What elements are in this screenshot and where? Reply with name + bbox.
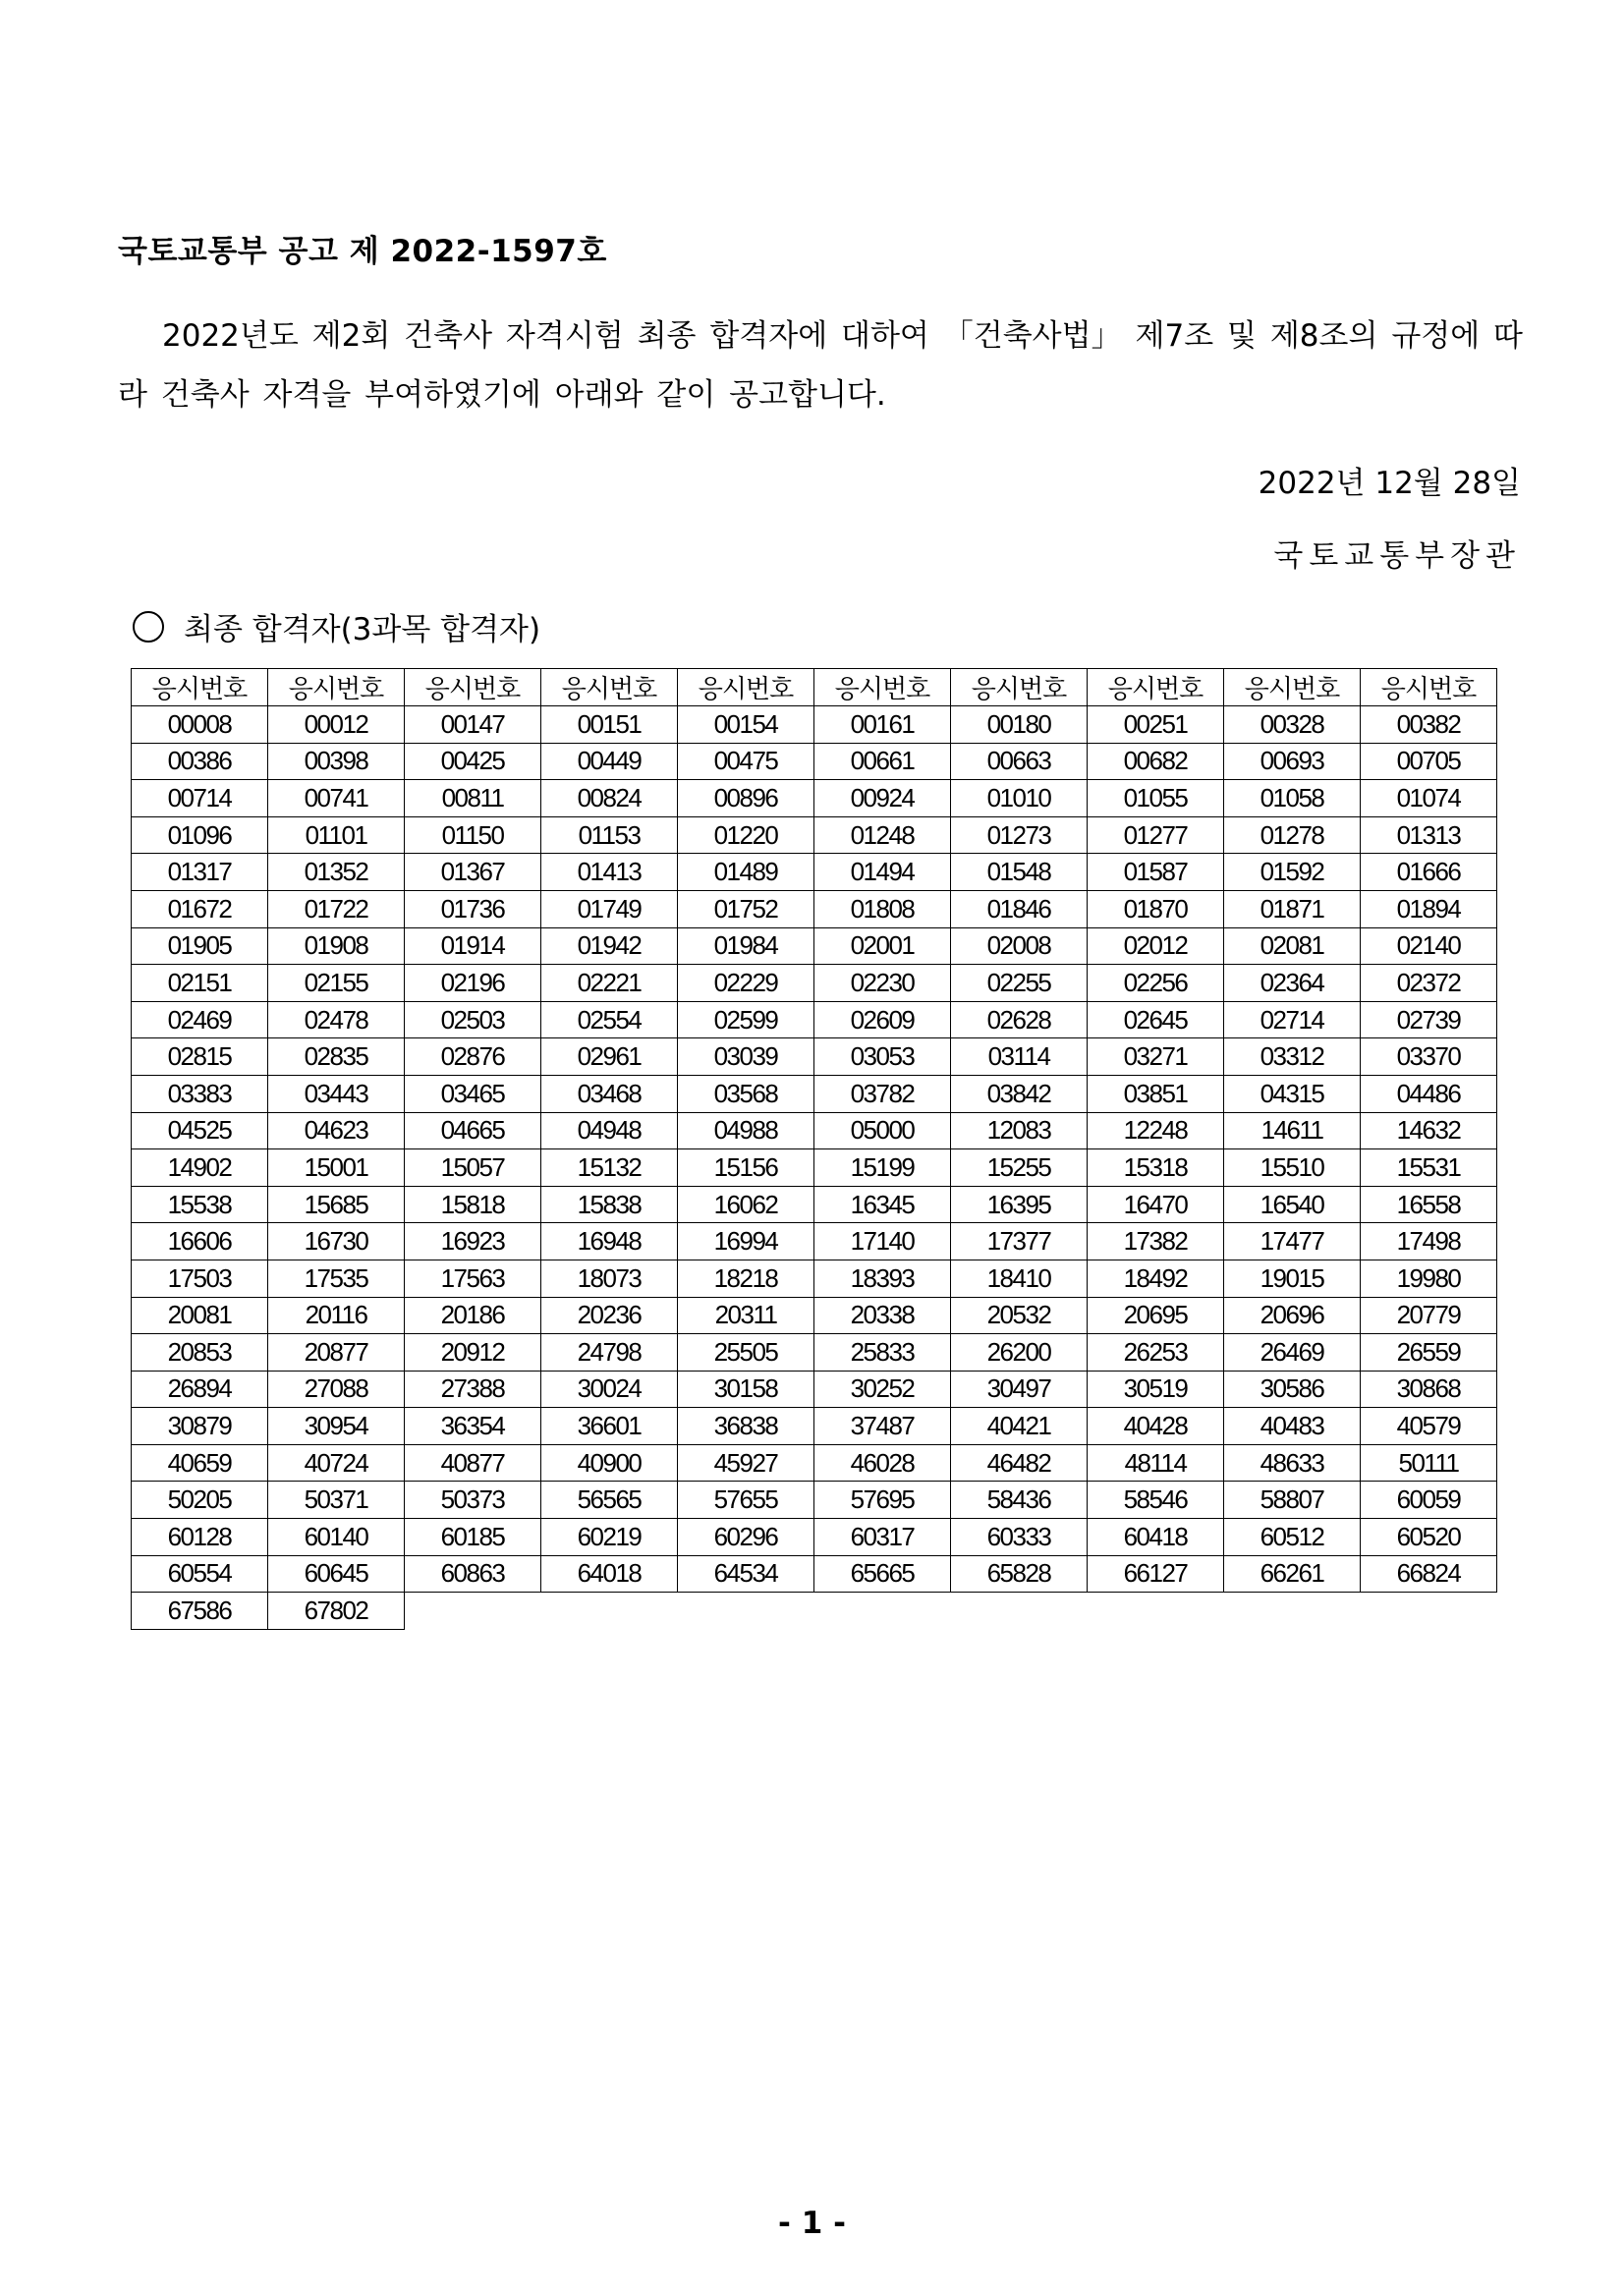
exam-number-cell: 30024 bbox=[541, 1371, 678, 1408]
exam-number-cell: 15255 bbox=[951, 1149, 1088, 1187]
table-row bbox=[132, 1444, 1497, 1482]
exam-number-cell: 16923 bbox=[405, 1223, 541, 1260]
exam-number-cell: 01672 bbox=[132, 890, 268, 927]
exam-number-cell: 01587 bbox=[1088, 854, 1224, 891]
notice-title: 국토교통부 공고 제 2022-1597호 bbox=[118, 234, 607, 269]
exam-number-cell: 66261 bbox=[1224, 1555, 1361, 1593]
exam-number-cell: 30879 bbox=[132, 1408, 268, 1445]
exam-number-cell: 00811 bbox=[405, 780, 541, 817]
exam-number-cell: 60059 bbox=[1361, 1482, 1497, 1519]
exam-number-cell: 03114 bbox=[951, 1038, 1088, 1076]
exam-number-cell: 04315 bbox=[1224, 1075, 1361, 1112]
empty-cell bbox=[1088, 1593, 1224, 1630]
table-row bbox=[132, 1260, 1497, 1297]
exam-number-cell: 03465 bbox=[405, 1075, 541, 1112]
exam-number-cell: 30586 bbox=[1224, 1371, 1361, 1408]
table-row bbox=[132, 743, 1497, 780]
exam-number-cell: 65828 bbox=[951, 1555, 1088, 1593]
table-row bbox=[132, 1038, 1497, 1076]
exam-number-cell: 60520 bbox=[1361, 1519, 1497, 1556]
exam-number-cell: 02503 bbox=[405, 1001, 541, 1038]
exam-number-cell: 00008 bbox=[132, 706, 268, 744]
exam-number-cell: 16062 bbox=[678, 1186, 814, 1223]
exam-number-cell: 01489 bbox=[678, 854, 814, 891]
exam-number-cell: 01808 bbox=[814, 890, 951, 927]
exam-number-cell: 46028 bbox=[814, 1444, 951, 1482]
exam-number-cell: 30519 bbox=[1088, 1371, 1224, 1408]
exam-number-cell: 00398 bbox=[268, 743, 405, 780]
exam-number-cell: 00161 bbox=[814, 706, 951, 744]
exam-number-cell: 40421 bbox=[951, 1408, 1088, 1445]
exam-number-cell: 60219 bbox=[541, 1519, 678, 1556]
exam-number-cell: 01942 bbox=[541, 927, 678, 965]
passer-number-table bbox=[131, 668, 1497, 1630]
exam-number-cell: 58436 bbox=[951, 1482, 1088, 1519]
exam-number-cell: 00896 bbox=[678, 780, 814, 817]
circle-bullet-icon bbox=[133, 611, 164, 643]
exam-number-cell: 01150 bbox=[405, 816, 541, 854]
exam-number-cell: 15538 bbox=[132, 1186, 268, 1223]
exam-number-cell: 02230 bbox=[814, 965, 951, 1002]
exam-number-cell: 01908 bbox=[268, 927, 405, 965]
exam-number-cell: 60554 bbox=[132, 1555, 268, 1593]
exam-number-cell: 02255 bbox=[951, 965, 1088, 1002]
exam-number-cell: 15838 bbox=[541, 1186, 678, 1223]
exam-number-cell: 02599 bbox=[678, 1001, 814, 1038]
exam-number-cell: 00661 bbox=[814, 743, 951, 780]
exam-number-cell: 02554 bbox=[541, 1001, 678, 1038]
column-header: 응시번호 bbox=[1088, 669, 1224, 706]
notice-date: 2022년 12월 28일 bbox=[1258, 466, 1521, 501]
exam-number-cell: 30158 bbox=[678, 1371, 814, 1408]
exam-number-cell: 02815 bbox=[132, 1038, 268, 1076]
exam-number-cell: 15057 bbox=[405, 1149, 541, 1187]
exam-number-cell: 40579 bbox=[1361, 1408, 1497, 1445]
exam-number-cell: 40877 bbox=[405, 1444, 541, 1482]
exam-number-cell: 15318 bbox=[1088, 1149, 1224, 1187]
exam-number-cell: 15156 bbox=[678, 1149, 814, 1187]
exam-number-cell: 04665 bbox=[405, 1112, 541, 1149]
exam-number-cell: 65665 bbox=[814, 1555, 951, 1593]
exam-number-cell: 17563 bbox=[405, 1260, 541, 1297]
exam-number-cell: 02876 bbox=[405, 1038, 541, 1076]
exam-number-cell: 60296 bbox=[678, 1519, 814, 1556]
exam-number-cell: 01055 bbox=[1088, 780, 1224, 817]
exam-number-cell: 00705 bbox=[1361, 743, 1497, 780]
exam-number-cell: 01096 bbox=[132, 816, 268, 854]
passer-table-container bbox=[131, 668, 1497, 1630]
exam-number-cell: 36601 bbox=[541, 1408, 678, 1445]
exam-number-cell: 37487 bbox=[814, 1408, 951, 1445]
exam-number-cell: 02229 bbox=[678, 965, 814, 1002]
column-header: 응시번호 bbox=[541, 669, 678, 706]
exam-number-cell: 20532 bbox=[951, 1297, 1088, 1334]
exam-number-cell: 02469 bbox=[132, 1001, 268, 1038]
page-number: - 1 - bbox=[778, 2206, 846, 2241]
exam-number-cell: 02645 bbox=[1088, 1001, 1224, 1038]
exam-number-cell: 02140 bbox=[1361, 927, 1497, 965]
exam-number-cell: 60333 bbox=[951, 1519, 1088, 1556]
exam-number-cell: 01153 bbox=[541, 816, 678, 854]
exam-number-cell: 01101 bbox=[268, 816, 405, 854]
section-heading-text: 최종 합격자(3과목 합격자) bbox=[184, 612, 541, 647]
exam-number-cell: 00693 bbox=[1224, 743, 1361, 780]
exam-number-cell: 26559 bbox=[1361, 1334, 1497, 1372]
issuer-name: 국토교통부장관 bbox=[1273, 538, 1521, 574]
exam-number-cell: 60185 bbox=[405, 1519, 541, 1556]
exam-number-cell: 00741 bbox=[268, 780, 405, 817]
exam-number-cell: 00449 bbox=[541, 743, 678, 780]
exam-number-cell: 02008 bbox=[951, 927, 1088, 965]
exam-number-cell: 03568 bbox=[678, 1075, 814, 1112]
exam-number-cell: 00180 bbox=[951, 706, 1088, 744]
exam-number-cell: 03053 bbox=[814, 1038, 951, 1076]
exam-number-cell: 17498 bbox=[1361, 1223, 1497, 1260]
exam-number-cell: 50371 bbox=[268, 1482, 405, 1519]
exam-number-cell: 36354 bbox=[405, 1408, 541, 1445]
exam-number-cell: 20779 bbox=[1361, 1297, 1497, 1334]
exam-number-cell: 00425 bbox=[405, 743, 541, 780]
exam-number-cell: 00386 bbox=[132, 743, 268, 780]
exam-number-cell: 02961 bbox=[541, 1038, 678, 1076]
exam-number-cell: 18218 bbox=[678, 1260, 814, 1297]
exam-number-cell: 02256 bbox=[1088, 965, 1224, 1002]
exam-number-cell: 20311 bbox=[678, 1297, 814, 1334]
table-row bbox=[132, 1075, 1497, 1112]
exam-number-cell: 58807 bbox=[1224, 1482, 1361, 1519]
table-body bbox=[132, 706, 1497, 1630]
exam-number-cell: 03842 bbox=[951, 1075, 1088, 1112]
table-row bbox=[132, 1001, 1497, 1038]
exam-number-cell: 01666 bbox=[1361, 854, 1497, 891]
column-header: 응시번호 bbox=[132, 669, 268, 706]
exam-number-cell: 20912 bbox=[405, 1334, 541, 1372]
exam-number-cell: 04948 bbox=[541, 1112, 678, 1149]
exam-number-cell: 40659 bbox=[132, 1444, 268, 1482]
table-row bbox=[132, 1408, 1497, 1445]
exam-number-cell: 67586 bbox=[132, 1593, 268, 1630]
exam-number-cell: 16540 bbox=[1224, 1186, 1361, 1223]
exam-number-cell: 15510 bbox=[1224, 1149, 1361, 1187]
exam-number-cell: 02364 bbox=[1224, 965, 1361, 1002]
exam-number-cell: 00714 bbox=[132, 780, 268, 817]
exam-number-cell: 17535 bbox=[268, 1260, 405, 1297]
exam-number-cell: 57695 bbox=[814, 1482, 951, 1519]
exam-number-cell: 67802 bbox=[268, 1593, 405, 1630]
exam-number-cell: 26253 bbox=[1088, 1334, 1224, 1372]
exam-number-cell: 03271 bbox=[1088, 1038, 1224, 1076]
exam-number-cell: 01010 bbox=[951, 780, 1088, 817]
exam-number-cell: 48114 bbox=[1088, 1444, 1224, 1482]
exam-number-cell: 03782 bbox=[814, 1075, 951, 1112]
exam-number-cell: 01313 bbox=[1361, 816, 1497, 854]
table-row bbox=[132, 1519, 1497, 1556]
exam-number-cell: 14902 bbox=[132, 1149, 268, 1187]
exam-number-cell: 40900 bbox=[541, 1444, 678, 1482]
empty-cell bbox=[541, 1593, 678, 1630]
exam-number-cell: 18393 bbox=[814, 1260, 951, 1297]
exam-number-cell: 60128 bbox=[132, 1519, 268, 1556]
exam-number-cell: 64534 bbox=[678, 1555, 814, 1593]
exam-number-cell: 01736 bbox=[405, 890, 541, 927]
exam-number-cell: 18073 bbox=[541, 1260, 678, 1297]
exam-number-cell: 18410 bbox=[951, 1260, 1088, 1297]
table-row bbox=[132, 1223, 1497, 1260]
column-header: 응시번호 bbox=[405, 669, 541, 706]
section-heading bbox=[133, 604, 540, 648]
empty-cell bbox=[678, 1593, 814, 1630]
exam-number-cell: 04988 bbox=[678, 1112, 814, 1149]
empty-cell bbox=[1361, 1593, 1497, 1630]
exam-number-cell: 60140 bbox=[268, 1519, 405, 1556]
exam-number-cell: 00924 bbox=[814, 780, 951, 817]
exam-number-cell: 60317 bbox=[814, 1519, 951, 1556]
exam-number-cell: 03383 bbox=[132, 1075, 268, 1112]
table-row bbox=[132, 965, 1497, 1002]
table-row bbox=[132, 854, 1497, 891]
exam-number-cell: 64018 bbox=[541, 1555, 678, 1593]
exam-number-cell: 01984 bbox=[678, 927, 814, 965]
exam-number-cell: 01905 bbox=[132, 927, 268, 965]
exam-number-cell: 16994 bbox=[678, 1223, 814, 1260]
exam-number-cell: 02001 bbox=[814, 927, 951, 965]
exam-number-cell: 17140 bbox=[814, 1223, 951, 1260]
table-row bbox=[132, 1186, 1497, 1223]
exam-number-cell: 02012 bbox=[1088, 927, 1224, 965]
exam-number-cell: 00475 bbox=[678, 743, 814, 780]
exam-number-cell: 12083 bbox=[951, 1112, 1088, 1149]
column-header: 응시번호 bbox=[814, 669, 951, 706]
exam-number-cell: 01870 bbox=[1088, 890, 1224, 927]
exam-number-cell: 60645 bbox=[268, 1555, 405, 1593]
exam-number-cell: 02478 bbox=[268, 1001, 405, 1038]
table-row bbox=[132, 927, 1497, 965]
exam-number-cell: 00151 bbox=[541, 706, 678, 744]
exam-number-cell: 01494 bbox=[814, 854, 951, 891]
exam-number-cell: 16558 bbox=[1361, 1186, 1497, 1223]
exam-number-cell: 15132 bbox=[541, 1149, 678, 1187]
empty-cell bbox=[1224, 1593, 1361, 1630]
exam-number-cell: 03468 bbox=[541, 1075, 678, 1112]
exam-number-cell: 01278 bbox=[1224, 816, 1361, 854]
exam-number-cell: 24798 bbox=[541, 1334, 678, 1372]
table-row bbox=[132, 1297, 1497, 1334]
exam-number-cell: 20695 bbox=[1088, 1297, 1224, 1334]
exam-number-cell: 15001 bbox=[268, 1149, 405, 1187]
exam-number-cell: 00012 bbox=[268, 706, 405, 744]
exam-number-cell: 04623 bbox=[268, 1112, 405, 1149]
column-header: 응시번호 bbox=[1224, 669, 1361, 706]
exam-number-cell: 03443 bbox=[268, 1075, 405, 1112]
exam-number-cell: 02221 bbox=[541, 965, 678, 1002]
exam-number-cell: 03851 bbox=[1088, 1075, 1224, 1112]
table-header-row bbox=[132, 669, 1497, 706]
exam-number-cell: 48633 bbox=[1224, 1444, 1361, 1482]
exam-number-cell: 17382 bbox=[1088, 1223, 1224, 1260]
exam-number-cell: 27088 bbox=[268, 1371, 405, 1408]
exam-number-cell: 01914 bbox=[405, 927, 541, 965]
exam-number-cell: 15685 bbox=[268, 1186, 405, 1223]
exam-number-cell: 01248 bbox=[814, 816, 951, 854]
exam-number-cell: 36838 bbox=[678, 1408, 814, 1445]
exam-number-cell: 14632 bbox=[1361, 1112, 1497, 1149]
exam-number-cell: 19015 bbox=[1224, 1260, 1361, 1297]
exam-number-cell: 26469 bbox=[1224, 1334, 1361, 1372]
exam-number-cell: 04525 bbox=[132, 1112, 268, 1149]
column-header: 응시번호 bbox=[268, 669, 405, 706]
exam-number-cell: 17377 bbox=[951, 1223, 1088, 1260]
exam-number-cell: 01273 bbox=[951, 816, 1088, 854]
exam-number-cell: 02835 bbox=[268, 1038, 405, 1076]
exam-number-cell: 01548 bbox=[951, 854, 1088, 891]
exam-number-cell: 50205 bbox=[132, 1482, 268, 1519]
exam-number-cell: 02739 bbox=[1361, 1001, 1497, 1038]
exam-number-cell: 02081 bbox=[1224, 927, 1361, 965]
exam-number-cell: 30954 bbox=[268, 1408, 405, 1445]
exam-number-cell: 03312 bbox=[1224, 1038, 1361, 1076]
exam-number-cell: 01413 bbox=[541, 854, 678, 891]
exam-number-cell: 00663 bbox=[951, 743, 1088, 780]
empty-cell bbox=[814, 1593, 951, 1630]
exam-number-cell: 16948 bbox=[541, 1223, 678, 1260]
exam-number-cell: 16606 bbox=[132, 1223, 268, 1260]
exam-number-cell: 12248 bbox=[1088, 1112, 1224, 1149]
exam-number-cell: 17503 bbox=[132, 1260, 268, 1297]
exam-number-cell: 01220 bbox=[678, 816, 814, 854]
exam-number-cell: 25505 bbox=[678, 1334, 814, 1372]
exam-number-cell: 18492 bbox=[1088, 1260, 1224, 1297]
exam-number-cell: 16395 bbox=[951, 1186, 1088, 1223]
exam-number-cell: 20338 bbox=[814, 1297, 951, 1334]
table-row bbox=[132, 890, 1497, 927]
exam-number-cell: 02609 bbox=[814, 1001, 951, 1038]
exam-number-cell: 01277 bbox=[1088, 816, 1224, 854]
exam-number-cell: 00328 bbox=[1224, 706, 1361, 744]
table-row bbox=[132, 1482, 1497, 1519]
exam-number-cell: 00682 bbox=[1088, 743, 1224, 780]
exam-number-cell: 58546 bbox=[1088, 1482, 1224, 1519]
exam-number-cell: 15818 bbox=[405, 1186, 541, 1223]
table-row bbox=[132, 1371, 1497, 1408]
exam-number-cell: 30252 bbox=[814, 1371, 951, 1408]
table-row bbox=[132, 1334, 1497, 1372]
exam-number-cell: 50111 bbox=[1361, 1444, 1497, 1482]
exam-number-cell: 01367 bbox=[405, 854, 541, 891]
exam-number-cell: 02155 bbox=[268, 965, 405, 1002]
exam-number-cell: 01058 bbox=[1224, 780, 1361, 817]
exam-number-cell: 03039 bbox=[678, 1038, 814, 1076]
exam-number-cell: 01722 bbox=[268, 890, 405, 927]
exam-number-cell: 19980 bbox=[1361, 1260, 1497, 1297]
exam-number-cell: 56565 bbox=[541, 1482, 678, 1519]
exam-number-cell: 01592 bbox=[1224, 854, 1361, 891]
empty-cell bbox=[951, 1593, 1088, 1630]
exam-number-cell: 01352 bbox=[268, 854, 405, 891]
exam-number-cell: 20186 bbox=[405, 1297, 541, 1334]
exam-number-cell: 40483 bbox=[1224, 1408, 1361, 1445]
exam-number-cell: 40428 bbox=[1088, 1408, 1224, 1445]
exam-number-cell: 30868 bbox=[1361, 1371, 1497, 1408]
exam-number-cell: 20696 bbox=[1224, 1297, 1361, 1334]
column-header: 응시번호 bbox=[678, 669, 814, 706]
exam-number-cell: 05000 bbox=[814, 1112, 951, 1149]
exam-number-cell: 00382 bbox=[1361, 706, 1497, 744]
notice-body-paragraph: 2022년도 제2회 건축사 자격시험 최종 합격자에 대하여 「건축사법」 제7조 및 제8조의 규정에 따라 건축사 자격을 부여하였기에 아래와 같이 공고합니다. bbox=[118, 318, 1523, 413]
exam-number-cell: 01749 bbox=[541, 890, 678, 927]
exam-number-cell: 15531 bbox=[1361, 1149, 1497, 1187]
table-row bbox=[132, 1149, 1497, 1187]
empty-cell bbox=[405, 1593, 541, 1630]
exam-number-cell: 03370 bbox=[1361, 1038, 1497, 1076]
exam-number-cell: 16345 bbox=[814, 1186, 951, 1223]
table-row bbox=[132, 706, 1497, 744]
exam-number-cell: 20081 bbox=[132, 1297, 268, 1334]
table-row bbox=[132, 780, 1497, 817]
exam-number-cell: 60863 bbox=[405, 1555, 541, 1593]
exam-number-cell: 40724 bbox=[268, 1444, 405, 1482]
exam-number-cell: 00251 bbox=[1088, 706, 1224, 744]
table-row bbox=[132, 816, 1497, 854]
exam-number-cell: 04486 bbox=[1361, 1075, 1497, 1112]
exam-number-cell: 17477 bbox=[1224, 1223, 1361, 1260]
exam-number-cell: 01317 bbox=[132, 854, 268, 891]
exam-number-cell: 01752 bbox=[678, 890, 814, 927]
exam-number-cell: 00147 bbox=[405, 706, 541, 744]
exam-number-cell: 02628 bbox=[951, 1001, 1088, 1038]
column-header: 응시번호 bbox=[1361, 669, 1497, 706]
exam-number-cell: 46482 bbox=[951, 1444, 1088, 1482]
exam-number-cell: 66127 bbox=[1088, 1555, 1224, 1593]
exam-number-cell: 01846 bbox=[951, 890, 1088, 927]
column-header: 응시번호 bbox=[951, 669, 1088, 706]
exam-number-cell: 02151 bbox=[132, 965, 268, 1002]
exam-number-cell: 00824 bbox=[541, 780, 678, 817]
exam-number-cell: 20877 bbox=[268, 1334, 405, 1372]
exam-number-cell: 60418 bbox=[1088, 1519, 1224, 1556]
exam-number-cell: 15199 bbox=[814, 1149, 951, 1187]
exam-number-cell: 57655 bbox=[678, 1482, 814, 1519]
exam-number-cell: 26200 bbox=[951, 1334, 1088, 1372]
exam-number-cell: 00154 bbox=[678, 706, 814, 744]
exam-number-cell: 01074 bbox=[1361, 780, 1497, 817]
exam-number-cell: 26894 bbox=[132, 1371, 268, 1408]
exam-number-cell: 27388 bbox=[405, 1371, 541, 1408]
exam-number-cell: 45927 bbox=[678, 1444, 814, 1482]
exam-number-cell: 20116 bbox=[268, 1297, 405, 1334]
exam-number-cell: 60512 bbox=[1224, 1519, 1361, 1556]
exam-number-cell: 20236 bbox=[541, 1297, 678, 1334]
exam-number-cell: 01871 bbox=[1224, 890, 1361, 927]
exam-number-cell: 02714 bbox=[1224, 1001, 1361, 1038]
exam-number-cell: 02196 bbox=[405, 965, 541, 1002]
exam-number-cell: 02372 bbox=[1361, 965, 1497, 1002]
table-row bbox=[132, 1112, 1497, 1149]
exam-number-cell: 16470 bbox=[1088, 1186, 1224, 1223]
exam-number-cell: 66824 bbox=[1361, 1555, 1497, 1593]
exam-number-cell: 30497 bbox=[951, 1371, 1088, 1408]
exam-number-cell: 20853 bbox=[132, 1334, 268, 1372]
table-row bbox=[132, 1593, 1497, 1630]
exam-number-cell: 50373 bbox=[405, 1482, 541, 1519]
exam-number-cell: 16730 bbox=[268, 1223, 405, 1260]
table-row bbox=[132, 1555, 1497, 1593]
exam-number-cell: 14611 bbox=[1224, 1112, 1361, 1149]
exam-number-cell: 01894 bbox=[1361, 890, 1497, 927]
exam-number-cell: 25833 bbox=[814, 1334, 951, 1372]
